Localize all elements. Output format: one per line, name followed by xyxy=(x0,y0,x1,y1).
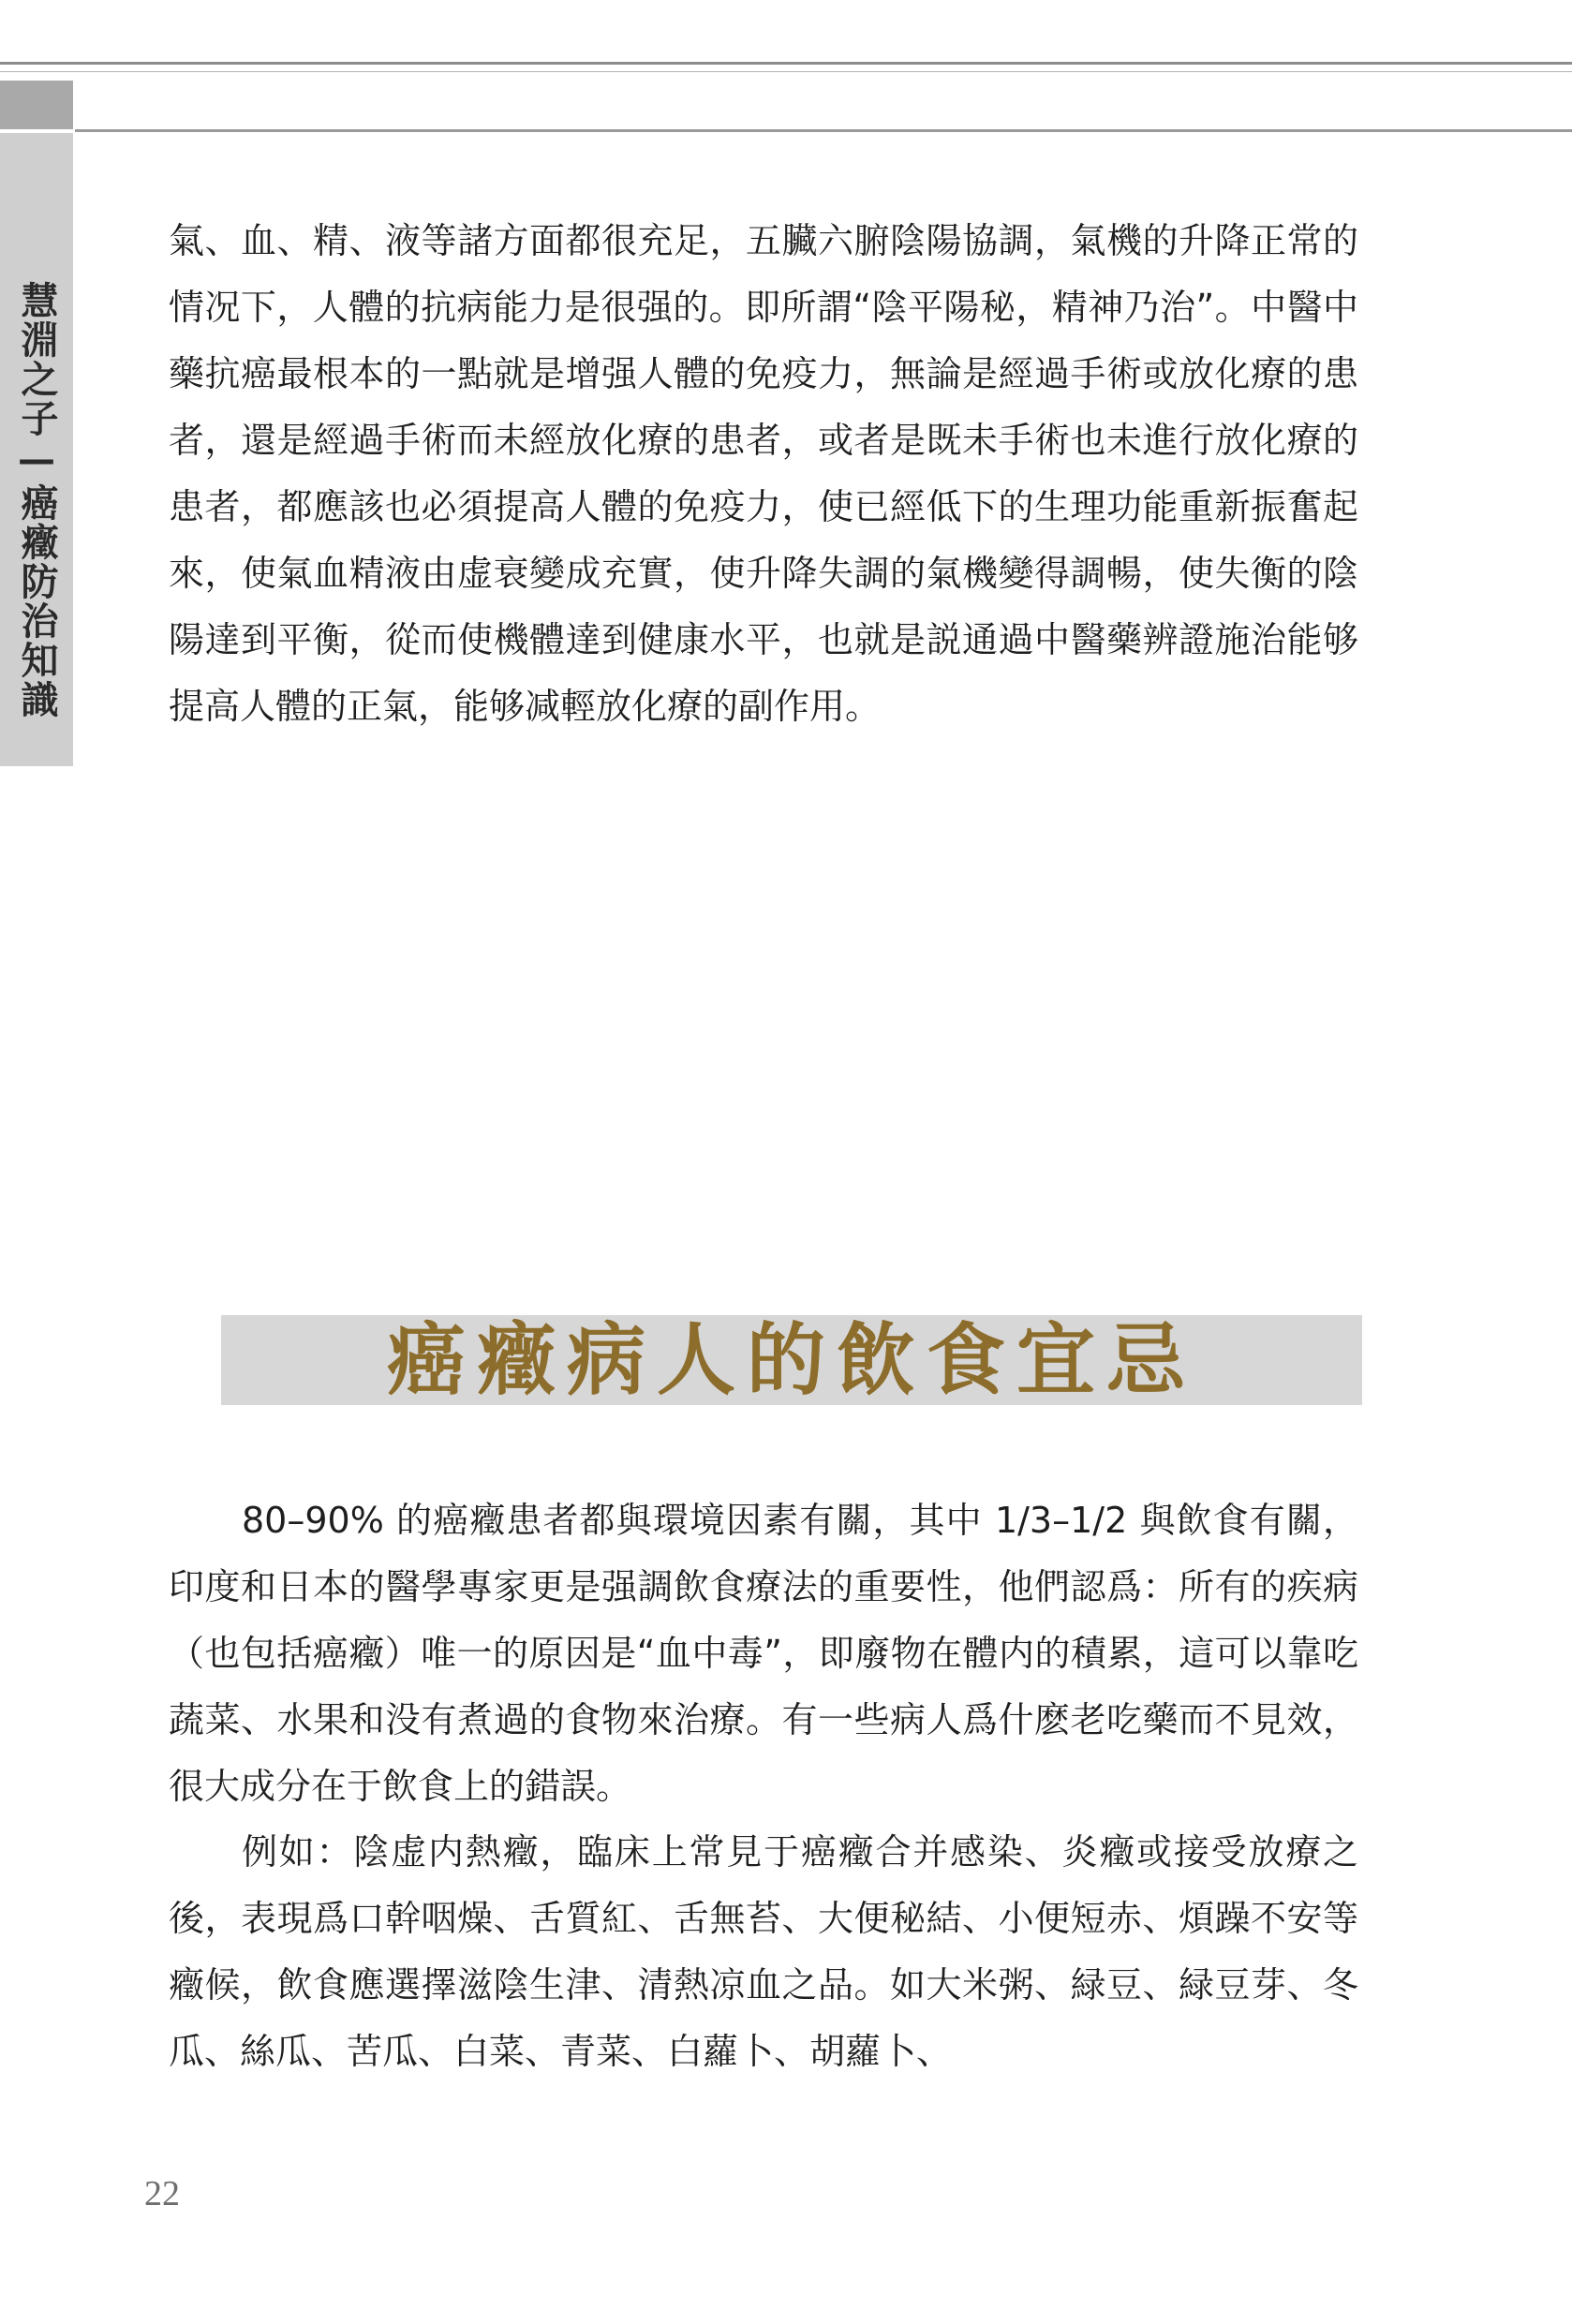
page-number: 22 xyxy=(144,2174,180,2213)
header-rule-thin xyxy=(0,71,1572,72)
header-rule xyxy=(0,62,1572,65)
section-paragraph-1: 80–90% 的癌癥患者都與環境因素有關，其中 1/3–1/2 與飲食有關，印度和日本的醫學專家更是强調飲食療法的重要性，他們認爲：所有的疾病（也包括癌癥）唯一的原因是“血中毒”，即廢物在體内的積累，這可以靠吃蔬菜、水果和没有煮過的食物來治療。有一些病人爲什麽老吃藥而不見效，很大成分在于飲食上的錯誤。 xyxy=(169,1500,1358,1807)
side-tab-title: 慧淵之子—癌癥防治知識 xyxy=(15,281,58,719)
body-paragraph: 氣、血、精、液等諸方面都很充足，五臟六腑陰陽協調，氣機的升降正常的情况下，人體的抗病能力是很强的。即所謂“陰平陽秘，精神乃治”。中醫中藥抗癌最根本的一點就是增强人體的免疫力，無論是經過手術或放化療的患者，還是經過手術而未經放化療的患者，或者是既未手術也未進行放化療的患者，都應該也必須提高人體的免疫力，使已經低下的生理功能重新振奮起來，使氣血精液由虚衰變成充實，使升降失調的氣機變得調暢，使失衡的陰陽達到平衡，從而使機體達到健康水平，也就是説通過中醫藥辨證施治能够提高人體的正氣，能够减輕放化療的副作用。 xyxy=(169,220,1358,727)
side-tab-head xyxy=(0,81,73,129)
section-heading: 癌癥病人的飲食宜忌 xyxy=(386,1313,1196,1406)
section-paragraph-2: 例如：陰虚内熱癥，臨床上常見于癌癥合并感染、炎癥或接受放療之後，表現爲口幹咽燥、舌質紅、舌無苔、大便秘結、小便短赤、煩躁不安等癥候，飲食應選擇滋陰生津、清熱凉血之品。如大米粥、緑豆、緑豆芽、冬瓜、絲瓜、苦瓜、白菜、青菜、白蘿卜、胡蘿卜、 xyxy=(169,1831,1358,2072)
header-subrule xyxy=(75,129,1572,132)
